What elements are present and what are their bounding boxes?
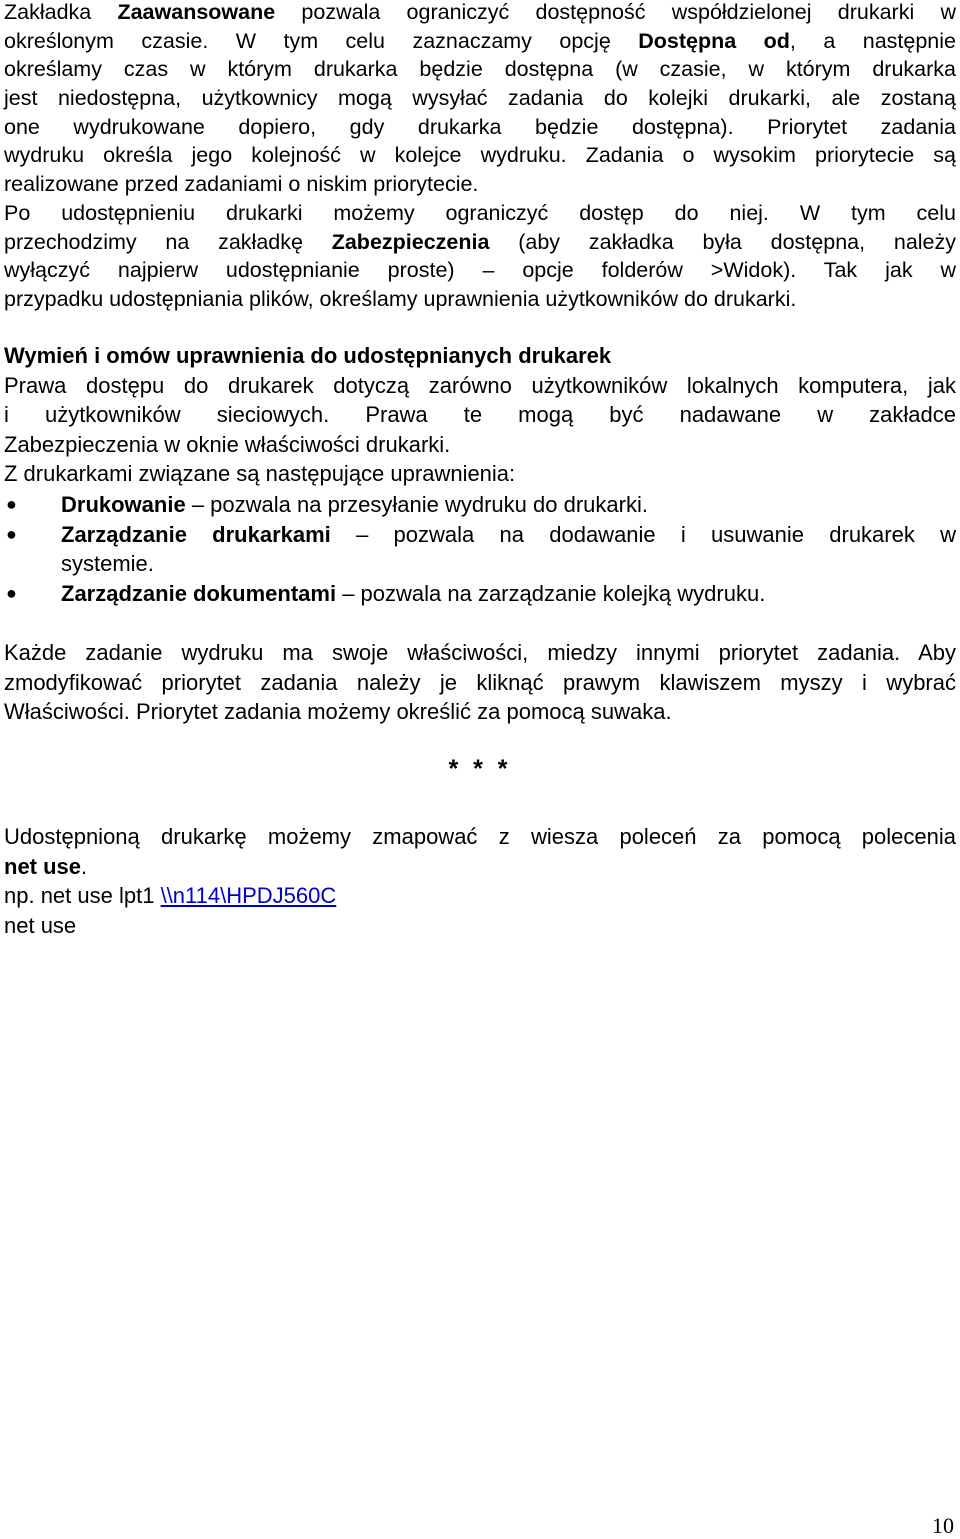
text-line: przypadku udostępniania plików, określamy uprawnienia użytkowników do drukarki. bbox=[4, 286, 797, 311]
paragraph-advanced-tab bbox=[4, 0, 956, 314]
bold-term: Zabezpieczenia bbox=[331, 229, 490, 254]
text: określonym czasie. W tym celu zaznaczamy opcję bbox=[4, 28, 639, 53]
text-line bbox=[4, 228, 956, 257]
text-line: wydruku określa jego kolejność w kolejce wydruku. Zadania o wysokim priorytecie są bbox=[4, 143, 956, 168]
text: np. net use lpt1 bbox=[4, 883, 161, 908]
text-line: określamy czas w którym drukarka będzie dostępna (w czasie, w którym drukarka bbox=[4, 57, 956, 82]
permissions-list bbox=[4, 490, 956, 608]
text-line bbox=[61, 490, 956, 520]
text: – pozwala na dodawanie i usuwanie drukarek w bbox=[330, 521, 956, 547]
section-permissions bbox=[4, 341, 956, 489]
text-line: Prawa dostępu do drukarek dotyczą zarówno użytkowników lokalnych komputera, jak bbox=[4, 372, 956, 398]
text-line: Po udostępnieniu drukarki możemy ograniczyć dostęp do niej. W tym celu bbox=[4, 200, 956, 225]
text-line: realizowane przed zadaniami o niskim priorytecie. bbox=[4, 172, 479, 197]
heading-text: Wymień i omów uprawnienia do udostępnianych drukarek bbox=[4, 343, 612, 368]
text-line: Zabezpieczenia w oknie właściwości drukarki. bbox=[4, 431, 451, 457]
text-line bbox=[61, 520, 956, 550]
bullet-icon: ● bbox=[6, 494, 17, 514]
text-line: systemie. bbox=[61, 551, 154, 576]
bold-term: Zaawansowane bbox=[117, 0, 276, 24]
text-line bbox=[4, 0, 956, 27]
text-line bbox=[4, 881, 956, 911]
text: , a następnie bbox=[789, 28, 956, 53]
text-line bbox=[61, 579, 956, 609]
bold-term: Zarządzanie dokumentami bbox=[61, 580, 337, 606]
text-line: zmodyfikować priorytet zadania należy je kliknąć prawym klawiszem myszy i wybrać bbox=[4, 669, 956, 695]
list-item bbox=[4, 520, 956, 579]
list-item bbox=[4, 579, 956, 609]
text: . bbox=[81, 853, 88, 879]
bold-term: Drukowanie bbox=[61, 492, 186, 517]
text-line: jest niedostępna, użytkownicy mogą wysyłać zadania do kolejki drukarki, ale zostaną bbox=[4, 86, 956, 111]
text-line: Każde zadanie wydruku ma swoje właściwości, miedzy innymi priorytet zadania. Aby bbox=[4, 640, 956, 665]
text: (aby zakładka była dostępna, należy bbox=[489, 229, 957, 254]
page-number: 10 bbox=[932, 1513, 954, 1538]
text-line: Z drukarkami związane są następujące uprawnienia: bbox=[4, 461, 516, 486]
text-line: Właściwości. Priorytet zadania możemy określić za pomocą suwaka. bbox=[4, 699, 672, 724]
section-heading bbox=[4, 341, 956, 371]
text-line bbox=[4, 27, 956, 56]
list-item bbox=[4, 490, 956, 520]
text-line: i użytkowników sieciowych. Prawa te mogą być nadawane w zakładce bbox=[4, 402, 956, 427]
bold-term: Dostępna od bbox=[638, 28, 790, 53]
paragraph-priority bbox=[4, 638, 956, 727]
bullet-icon: ● bbox=[6, 582, 17, 603]
text-line bbox=[4, 852, 956, 882]
text-line: one wydrukowane dopiero, gdy drukarka będzie dostępna). Priorytet zadania bbox=[4, 114, 956, 139]
command-name: net use bbox=[4, 853, 82, 879]
bold-term: Zarządzanie drukarkami bbox=[61, 521, 331, 547]
text-line: net use bbox=[4, 912, 77, 938]
section-separator: * * * bbox=[448, 755, 512, 783]
bullet-icon: ● bbox=[6, 523, 17, 544]
text: przechodzimy na zakładkę bbox=[4, 229, 332, 254]
text: – pozwala na zarządzanie kolejką wydruku. bbox=[336, 580, 766, 606]
text: pozwala ograniczyć dostępność współdzielonej drukarki w bbox=[275, 0, 956, 24]
text: – pozwala na przesyłanie wydruku do drukarki. bbox=[185, 492, 648, 517]
text-line: Udostępnioną drukarkę możemy zmapować z wiesza poleceń za pomocą polecenia bbox=[4, 824, 956, 849]
paragraph-net-use bbox=[4, 822, 956, 940]
network-path-link[interactable]: \\n114\HPDJ560C bbox=[160, 883, 337, 908]
text-line: wyłączyć najpierw udostępnianie proste) – opcje folderów >Widok). Tak jak w bbox=[4, 258, 956, 283]
text: Zakładka bbox=[4, 0, 118, 24]
